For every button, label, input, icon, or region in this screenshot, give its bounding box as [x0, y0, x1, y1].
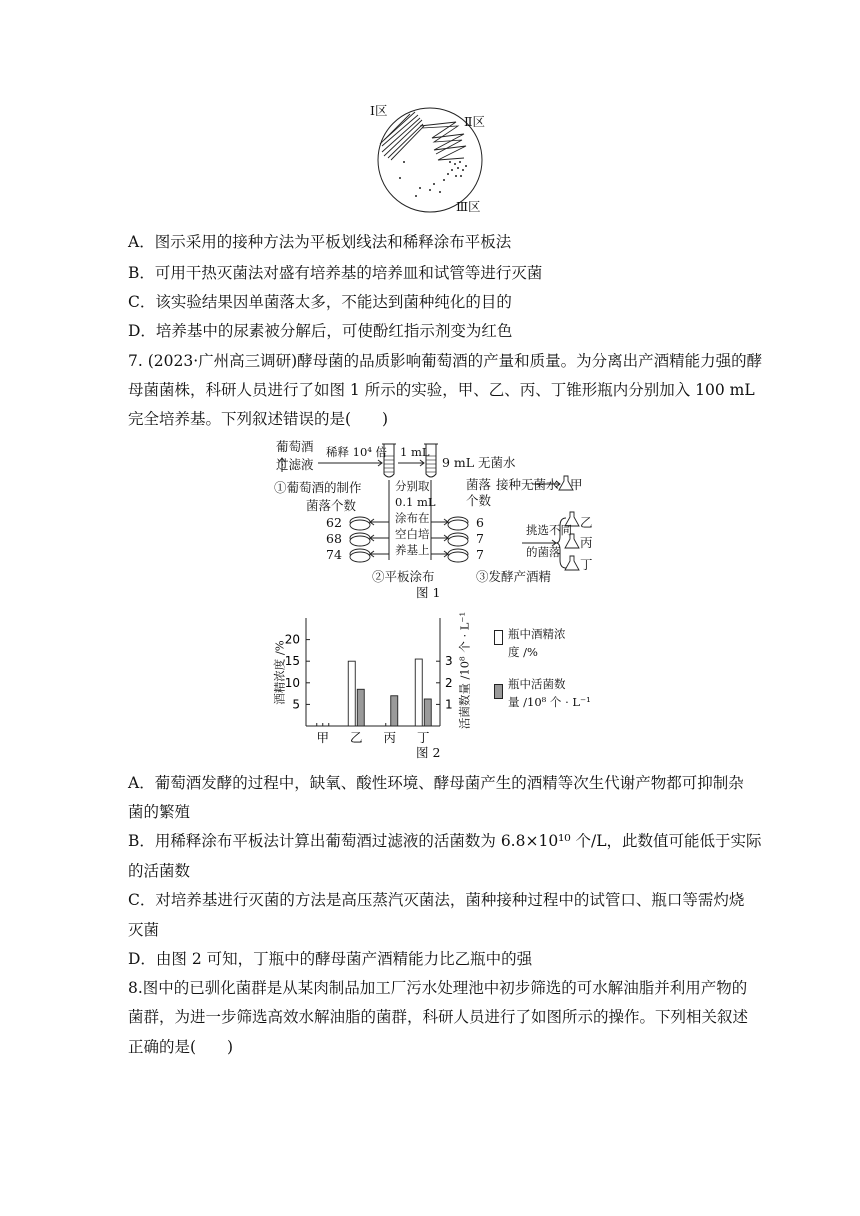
category-label: 乙 [349, 730, 363, 745]
zone3-label: Ⅲ区 [456, 199, 481, 214]
q8-line2: 菌群，为进一步筛选高效水解油脂的菌群，科研人员进行了如图所示的操作。下列相关叙述 [128, 1008, 749, 1026]
q7-option-d: D．由图 2 可知，丁瓶中的酵母菌产酒精能力比乙瓶中的强 [128, 950, 533, 968]
water-label: 9 mL 无菌水 [442, 455, 516, 470]
bottle-bing: 丙 [580, 535, 593, 550]
middle-note-2: 0.1 mL [395, 495, 436, 509]
figure-1 [270, 436, 600, 606]
bar-alcohol [415, 659, 422, 726]
dilute-label: 稀释 10⁴ 倍 [326, 445, 388, 459]
right-tick-label: 2 [445, 675, 453, 690]
ml-label: 1 mL [400, 445, 430, 459]
q8-line1: 8.图中的已驯化菌群是从某肉制品加工厂污水处理池中初步筛选的可水解油脂并利用产物的 [128, 979, 748, 997]
left-count-3: 74 [326, 547, 342, 562]
right-tick-label: 3 [445, 654, 453, 669]
step3-label: ③发酵产酒精 [476, 569, 552, 584]
left-tick-label: 5 [292, 697, 300, 712]
select-label-2: 的菌落 [526, 545, 561, 559]
right-count-2: 7 [476, 531, 484, 546]
q7-stem-line1: 7. (2023·广州高三调研)酵母菌的品质影响葡萄酒的产量和质量。为分离出产酒精能力强的酵 [128, 352, 763, 370]
q7-option-a-line1: A．葡萄酒发酵的过程中，缺氧、酸性环境、酵母菌产生的酒精等次生代谢产物都可抑制杂 [128, 774, 744, 792]
colony-label-right-2: 个数 [466, 493, 492, 508]
step2-label: ②平板涂布 [372, 569, 435, 584]
left-tick-label: 10 [284, 675, 300, 690]
q6-option-d: D．培养基中的尿素被分解后，可使酚红指示剂变为红色 [128, 322, 513, 340]
q7-option-b-line2: 的活菌数 [128, 862, 191, 880]
wine-label-1: 葡萄酒 [276, 439, 314, 454]
q6-option-a: A．图示采用的接种方法为平板划线法和稀释涂布平板法 [128, 233, 512, 251]
left-count-2: 68 [326, 531, 342, 546]
figure-2-caption: 图 2 [416, 745, 441, 760]
legend-alcohol-swatch [494, 630, 503, 645]
q7-stem-line2: 母菌菌株，科研人员进行了如图 1 所示的实验，甲、乙、丙、丁锥形瓶内分别加入 100 mL [128, 381, 755, 399]
bar-live-count [424, 699, 431, 726]
middle-note-1: 分别取 [395, 479, 430, 493]
colony-label-right-1: 菌落 [466, 477, 492, 492]
bottle-yi: 乙 [580, 515, 593, 530]
q7-stem-line3: 完全培养基。下列叙述错误的是( ) [128, 410, 389, 428]
bar-live-count [391, 696, 398, 726]
colony-count-left: 菌落个数 [306, 498, 357, 513]
zone1-label: Ⅰ区 [370, 103, 388, 118]
petri-dish-figure [360, 100, 500, 220]
right-count-3: 7 [476, 547, 484, 562]
wine-label-2: 过滤液 [276, 457, 314, 472]
middle-note-5: 养基上 [395, 543, 430, 557]
legend-alcohol-line2: 度 /% [508, 645, 538, 659]
right-count-1: 6 [476, 515, 484, 530]
q6-option-c: C．该实验结果因单菌落太多，不能达到菌种纯化的目的 [128, 293, 512, 311]
left-axis-label: 酒精浓度 /% [272, 640, 287, 705]
bottle-ding: 丁 [580, 557, 593, 572]
select-label-1: 挑选不同 [526, 523, 572, 537]
inoculate-label: 接种无菌水 [496, 477, 559, 492]
q7-option-b-line1: B．用稀释涂布平板法计算出葡萄酒过滤液的活菌数为 6.8×10¹⁰ 个/L，此数值可能低于实际 [128, 832, 762, 850]
q8-line3: 正确的是( ) [128, 1038, 234, 1056]
legend-alcohol-line1: 瓶中酒精浓 [508, 627, 566, 641]
figure-2 [268, 608, 608, 764]
bar-live-count [357, 689, 364, 726]
q6-option-b: B．可用干热灭菌法对盛有培养基的培养皿和试管等进行灭菌 [128, 264, 543, 282]
middle-note-3: 涂布在 [395, 511, 430, 525]
legend-live-line1: 瓶中活菌数 [508, 677, 566, 691]
left-tick-label: 15 [284, 654, 300, 669]
q7-option-c-line2: 灭菌 [128, 921, 160, 939]
middle-note-4: 空白培 [395, 527, 430, 541]
bottle-jia: 甲 [570, 477, 583, 492]
right-tick-label: 1 [445, 697, 453, 712]
zone2-label: Ⅱ区 [464, 114, 485, 129]
category-label: 甲 [316, 730, 330, 745]
step1-label: ①葡萄酒的制作 [274, 480, 362, 495]
right-axis-label: 活菌数量 /10⁸ 个 · L⁻¹ [457, 611, 472, 730]
left-count-1: 62 [326, 515, 342, 530]
q7-option-a-line2: 菌的繁殖 [128, 803, 191, 821]
category-label: 丙 [383, 730, 397, 745]
q7-option-c-line1: C．对培养基进行灭菌的方法是高压蒸汽灭菌法，菌种接种过程中的试管口、瓶口等需灼烧 [128, 891, 745, 909]
left-tick-label: 20 [284, 632, 300, 647]
category-label: 丁 [416, 730, 430, 745]
legend-live-swatch [494, 684, 503, 699]
legend-live-line2: 量 /10⁸ 个 · L⁻¹ [508, 695, 591, 709]
figure-1-caption: 图 1 [416, 585, 441, 600]
bar-alcohol [348, 661, 355, 726]
